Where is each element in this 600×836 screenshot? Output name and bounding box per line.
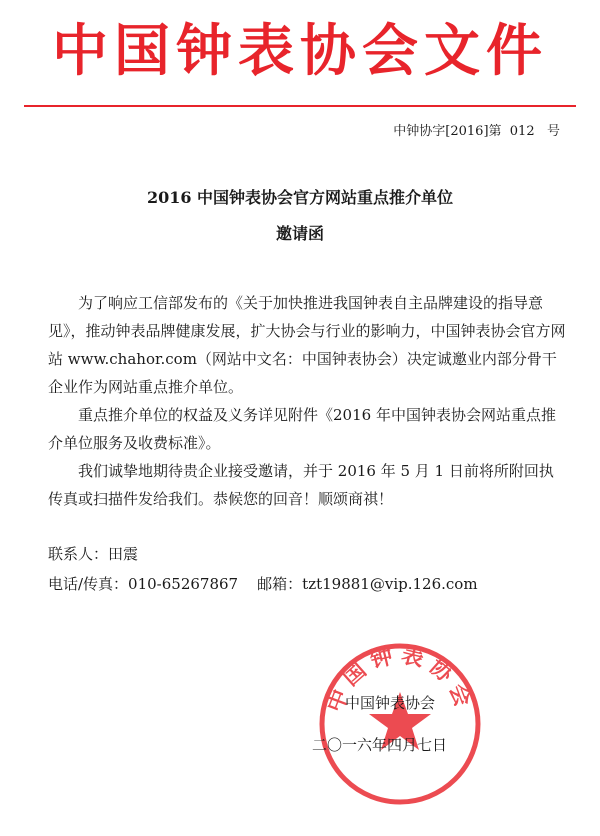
official-seal-stamp bbox=[316, 640, 484, 808]
masthead-divider bbox=[24, 105, 576, 107]
letter-body bbox=[48, 289, 568, 513]
document-subtitle: 邀请函 bbox=[275, 224, 324, 243]
contact-person: 联系人：田震 bbox=[48, 545, 139, 563]
signature-organization: 中国钟表协会 bbox=[345, 694, 436, 712]
seal-text: 中国钟表协会 bbox=[322, 642, 478, 716]
body-paragraph: 重点推介单位的权益及义务详见附件《2016 年中国钟表协会网站重点推介单位服务及收费标准》。 bbox=[48, 406, 556, 452]
contact-phone-email: 电话/传真：010-65267867 邮箱：tzt19881@vip.126.com bbox=[48, 575, 478, 593]
body-paragraph: 我们诚挚地期待贵企业接受邀请，并于 2016 年 5 月 1 日前将所附回执传真或扫描件发给我们。恭候您的回音！顺颂商祺！ bbox=[48, 462, 554, 508]
body-paragraph: 为了响应工信部发布的《关于加快推进我国钟表自主品牌建设的指导意见》，推动钟表品牌健康发展，扩大协会与行业的影响力，中国钟表协会官方网站 www.chahor.com（网站中文名：中国钟表协会）决定诚邀业内部分骨干企业作为网站重点推介单位。 bbox=[48, 294, 566, 396]
document-number: 中钟协字[2016]第 012 号 bbox=[393, 124, 560, 139]
signature-date: 二〇一六年四月七日 bbox=[312, 736, 448, 754]
document-title: 2016 中国钟表协会官方网站重点推介单位 bbox=[146, 188, 454, 207]
document-masthead: 中国钟表协会文件 bbox=[52, 19, 548, 84]
